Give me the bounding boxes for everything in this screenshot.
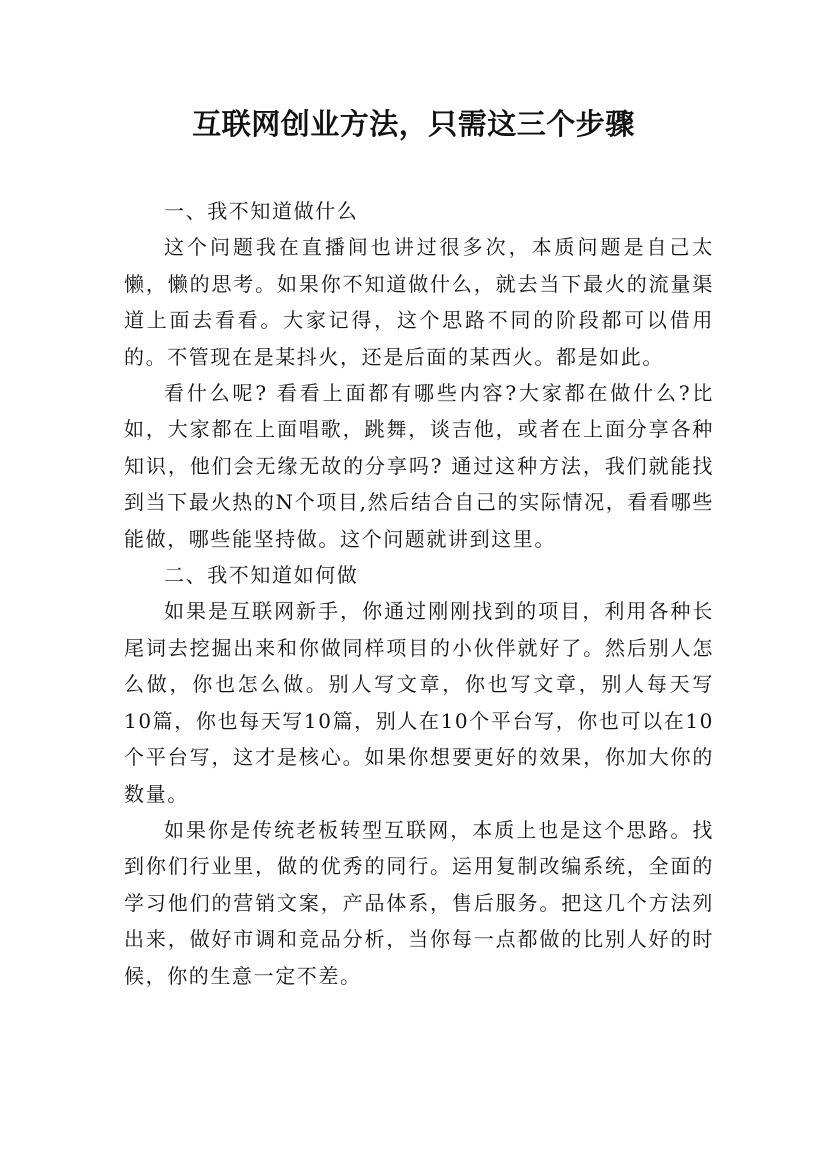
paragraph-2: 看什么呢? 看看上面都有哪些内容?大家都在做什么?比如，大家都在上面唱歌，跳舞，谈吉他，或者在上面分享各种知识，他们会无缘无故的分享吗? 通过这种方法，我们就能找到当下最火热的N个项目,然后结合自己的实际情况，看看哪些能做，哪些能坚持做。这个问题就讲到这里。 [124, 381, 714, 551]
document-body [124, 193, 714, 994]
section-heading-2: 二、我不知道如何做 [164, 563, 359, 588]
section-heading-1: 一、我不知道做什么 [164, 199, 359, 223]
paragraph-1: 这个问题我在直播间也讲过很多次，本质问题是自己太懒，懒的思考。如果你不知道做什么，就去当下最火的流量渠道上面去看看。大家记得，这个思路不同的阶段都可以借用的。不管现在是某抖火，还是后面的某西火。都是如此。 [124, 235, 714, 369]
paragraph-4: 如果你是传统老板转型互联网，本质上也是这个思路。找到你们行业里，做的优秀的同行。运用复制改编系统，全面的学习他们的营销文案，产品体系，售后服务。把这几个方法列出来，做好市调和竞品分析，当你每一点都做的比别人好的时候，你的生意一定不差。 [124, 817, 714, 988]
document-title: 互联网创业方法，只需这三个步骤 [192, 107, 635, 141]
paragraph-3: 如果是互联网新手，你通过刚刚找到的项目，利用各种长尾词去挖掘出来和你做同样项目的小伙伴就好了。然后别人怎么做，你也怎么做。别人写文章，你也写文章，别人每天写10篇，你也每天写10篇，别人在10个平台写，你也可以在10个平台写，这才是核心。如果你想要更好的效果，你加大你的数量。 [124, 599, 714, 806]
